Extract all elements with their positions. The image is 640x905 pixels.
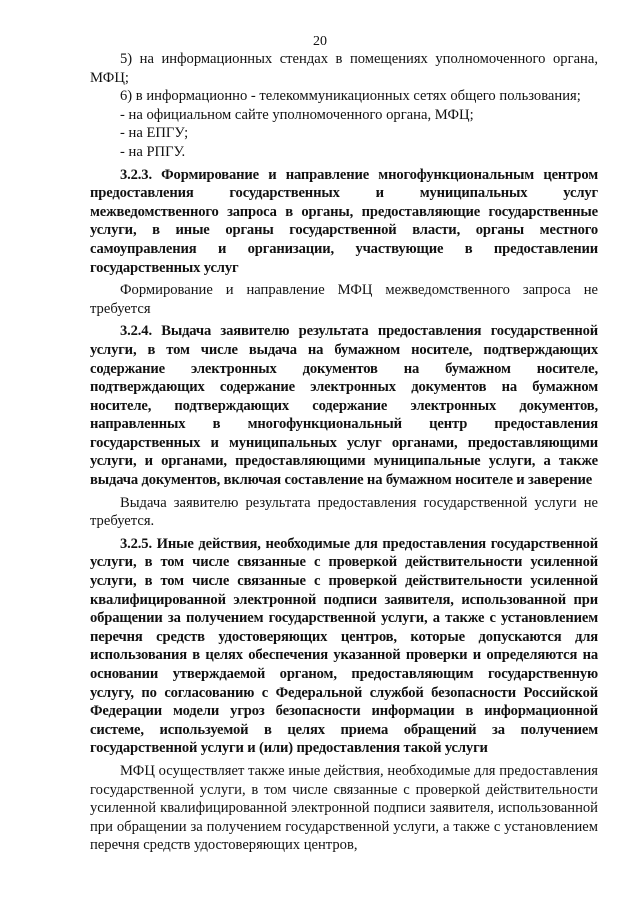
section-heading-3-2-5: 3.2.5. Иные действия, необходимые для предоставления государственной услуги, в том числе связанные с проверкой действительности усиленной услуги, в том числе связанные с проверкой действительности усиленной квалифицированной электронной подписи заявителя, использованной при обращении за получением государственной услуги, а также с установлением перечня средств удостоверяющих центров, которые допускаются для использования в целях обеспечения указанной проверки и определяются на основании утверждаемой органом, предоставляющим государственную услугу, по согласованию с Федеральной службой безопасности Российской Федерации модели угроз безопасности информации в информационной системе, используемой в целях приема обращений за получением государственной услуги и (или) предоставления такой услуги — [90, 535, 598, 757]
paragraph-mfc-actions: МФЦ осуществляет также иные действия, необходимые для предоставления государственной услуги, в том числе связанные с проверкой действительности усиленной квалифицированной электронной подписи заявителя, использованной при обращении за получением государственной услуги, а также с установлением перечня средств удостоверяющих центров, — [90, 762, 598, 854]
list-item-rpgu: - на РПГУ. — [120, 143, 186, 160]
list-item-stands: 5) на информационных стендах в помещениях уполномоченного органа, МФЦ; — [90, 51, 598, 86]
paragraph-no-request: Формирование и направление МФЦ межведомственного запроса не требуется — [90, 282, 598, 317]
page-number: 20 — [313, 34, 327, 49]
page-body — [90, 50, 598, 855]
section-heading-3-2-3: 3.2.3. Формирование и направление многофункциональным центром предоставления государственных и муниципальных услуг межведомственного запроса в органы, предоставляющие государственные услуги, в иные органы государственной власти, органы местного самоуправления и организации, участвующие в предоставлении государственных услуг — [90, 166, 598, 276]
paragraph-no-issue: Выдача заявителю результата предоставления государственной услуги не требуется. — [90, 494, 598, 530]
list-item-official-site: - на официальном сайте уполномоченного органа, МФЦ; — [120, 106, 474, 123]
list-item-epgu: - на ЕПГУ; — [120, 125, 189, 142]
list-item-networks: 6) в информационно - телекоммуникационных сетях общего пользования; — [120, 88, 581, 105]
section-heading-3-2-4: 3.2.4. Выдача заявителю результата предоставления государственной услуги, в том числе выдача на бумажном носителе, подтверждающих содержание электронных документов на бумажном носителе, подтверждающих содержание электронных документов на бумажном носителе, подтверждающих содержание электронных документов, направленных в многофункциональный центр предоставления государственных и муниципальных услуг органами, предоставляющими услуги, и органами, предоставляющими муниципальные услуги, а также выдача документов, включая составление на бумажном носителе и заверение — [90, 323, 598, 489]
